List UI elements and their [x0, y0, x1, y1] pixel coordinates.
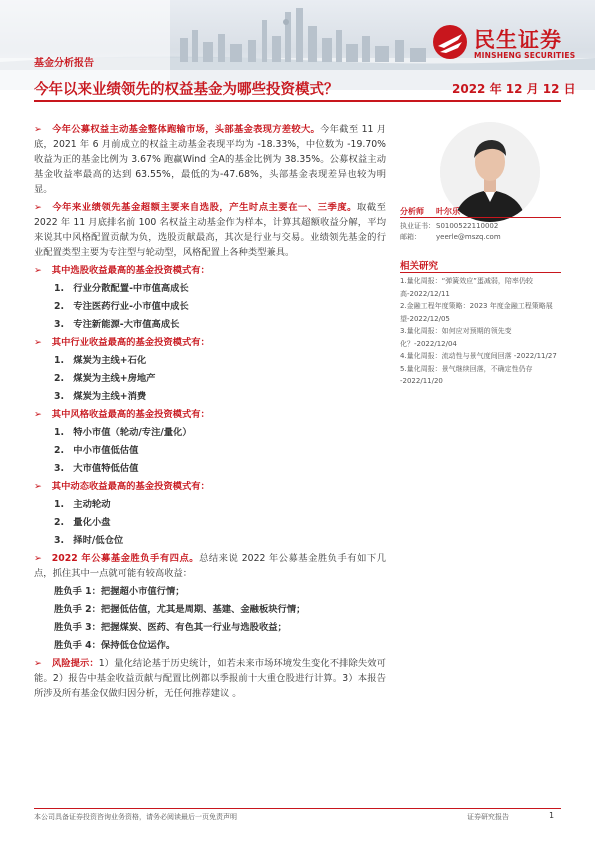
- winners-paragraph: [34, 551, 386, 581]
- logo-english-name: MINSHENG SECURITIES: [474, 51, 576, 60]
- cert-label: 执业证书：: [400, 222, 435, 230]
- arrow-bullet-icon: ➢: [34, 124, 42, 135]
- logo-chinese-name: 民生证券: [474, 28, 562, 52]
- analyst-cert-row: [400, 221, 561, 232]
- analyst-email-link[interactable]: yeerle@mszq.com: [436, 233, 501, 241]
- paragraph-text: 总结来说 2022 年公募基金胜负手有如下几点，抓住其中一点就可能有较高收益：: [34, 553, 386, 579]
- list-item: 3. 大市值特低估值: [54, 463, 139, 474]
- section-heading: 其中动态收益最高的基金投资模式有：: [51, 481, 210, 492]
- list-item: 2. 专注医药行业-小市值中成长: [54, 301, 189, 312]
- risk-lead: 风险提示：: [51, 658, 99, 669]
- list-item: 1. 主动轮动: [54, 499, 111, 510]
- paragraph-lead: 今年来业绩领先基金超额主要来自选股，产生时点主要在一、三季度。: [51, 202, 358, 213]
- risk-text: 1）量化结论基于历史统计，如若未来市场环境发生变化不排除失效可能。2）报告中基金收益贡献与配置比例都以季报前十大重仓股进行计算。3）本报告所涉及所有基金仅做归因分析，无任何推荐建议 。: [34, 658, 386, 699]
- section-stock-selection: [34, 263, 386, 278]
- paragraph-text: 今年截至 11 月底，2021 年 6 月前成立的权益主动基金表现平均为 -18.33%，中位数为 -19.70% 收益为正的基金比例为 3.67% 跑赢Wind 全A的基金比例为 38.35%。公募权益主动基金收益率最高的达到 63.55%，最低的为-47.68%，头部基金表现差异也较为明显。: [34, 124, 386, 195]
- analyst-role: 分析师: [400, 207, 424, 216]
- summary-paragraph-2: [34, 200, 386, 260]
- risk-paragraph: [34, 656, 386, 701]
- report-type-label: 基金分析报告: [34, 58, 94, 69]
- cert-number: S0100522110002: [436, 222, 499, 230]
- winner-item: 胜负手 2：把握低估值，尤其是周期、基建、金融板块行情；: [54, 604, 306, 615]
- related-research-list: [400, 275, 561, 388]
- arrow-bullet-icon: ➢: [34, 202, 42, 213]
- analyst-info: [400, 206, 561, 243]
- related-research-link[interactable]: 4.量化周报：流动性与景气度间回落 -2022/11/27: [400, 352, 557, 360]
- list-item: 1. 行业分散配置-中市值高成长: [54, 283, 189, 294]
- related-research-link[interactable]: 2.金融工程年度策略：2023 年度金融工程策略展望-2022/12/05: [400, 302, 553, 323]
- arrow-bullet-icon: ➢: [34, 409, 42, 420]
- company-logo: [432, 24, 582, 68]
- winner-item: 胜负手 1：把握超小市值行情；: [54, 586, 185, 597]
- analyst-email-row: [400, 232, 561, 243]
- header-banner: [0, 0, 595, 90]
- list-item: 2. 中小市值低估值: [54, 445, 139, 456]
- related-research-link[interactable]: 5.量化周报：景气继续回落，不确定性仍存 -2022/11/20: [400, 364, 533, 385]
- arrow-bullet-icon: ➢: [34, 553, 42, 564]
- paragraph-text: 取截至 2022 年 11 月底排名前 100 名权益主动基金作为样本，计算其超额收益分解，平均来说其中风格配置贡献为负，选股贡献最高，其次是行业与交易。业绩领先基金的行业配置类型主要为专注型与轮动型，风格配置上各种类型兼具。: [34, 202, 386, 258]
- email-label: 邮箱：: [400, 233, 421, 241]
- report-date: 2022 年 12 月 12 日: [452, 82, 576, 96]
- arrow-bullet-icon: ➢: [34, 265, 42, 276]
- footer-disclaimer: 本公司具备证券投资咨询业务资格，请务必阅读最后一页免责声明: [34, 813, 237, 821]
- section-heading: 其中选股收益最高的基金投资模式有：: [51, 265, 210, 276]
- section-heading: 其中风格收益最高的基金投资模式有：: [51, 409, 210, 420]
- list-item: 2. 煤炭为主线+房地产: [54, 373, 156, 384]
- page-number: 1: [549, 811, 555, 820]
- minsheng-logo-icon: [432, 24, 468, 60]
- list-item: 2. 量化小盘: [54, 517, 111, 528]
- section-style: [34, 407, 386, 422]
- footer-doc-type: 证券研究报告: [467, 813, 509, 821]
- paragraph-lead: 2022 年公募基金胜负手有四点。: [51, 553, 200, 564]
- arrow-bullet-icon: ➢: [34, 658, 42, 669]
- title-divider: [34, 100, 561, 102]
- arrow-bullet-icon: ➢: [34, 337, 42, 348]
- winner-item: 胜负手 3：把握煤炭、医药、有色其一行业与选股收益；: [54, 622, 287, 633]
- list-item: 1. 煤炭为主线+石化: [54, 355, 147, 366]
- related-divider: [400, 272, 561, 273]
- section-heading: 其中行业收益最高的基金投资模式有：: [51, 337, 210, 348]
- main-content: [34, 122, 386, 701]
- footer-divider: [34, 808, 561, 809]
- summary-paragraph-1: [34, 122, 386, 197]
- report-title: 今年以来业绩领先的权益基金为哪些投资模式？: [34, 82, 339, 98]
- list-item: 3. 煤炭为主线+消费: [54, 391, 147, 402]
- winner-item: 胜负手 4：保持低仓位运作。: [54, 640, 176, 651]
- related-research-title: 相关研究: [400, 261, 439, 272]
- analyst-divider: [400, 217, 561, 218]
- list-item: 3. 专注新能源-大市值高成长: [54, 319, 180, 330]
- arrow-bullet-icon: ➢: [34, 481, 42, 492]
- paragraph-lead: 今年公募权益主动基金整体跑输市场，头部基金表现方差较大。: [51, 124, 321, 135]
- section-industry: [34, 335, 386, 350]
- list-item: 1. 特小市值（轮动/专注/量化）: [54, 427, 192, 438]
- analyst-name: 叶尔乐: [436, 207, 460, 216]
- related-research-link[interactable]: 3.量化周报：如何应对预期的领先变化？-2022/12/04: [400, 327, 512, 348]
- section-dynamic: [34, 479, 386, 494]
- list-item: 3. 择时/低仓位: [54, 535, 124, 546]
- related-research-link[interactable]: 1.量化周报：“弹簧效应”蛋减弱，陪率仍较高-2022/12/11: [400, 277, 533, 298]
